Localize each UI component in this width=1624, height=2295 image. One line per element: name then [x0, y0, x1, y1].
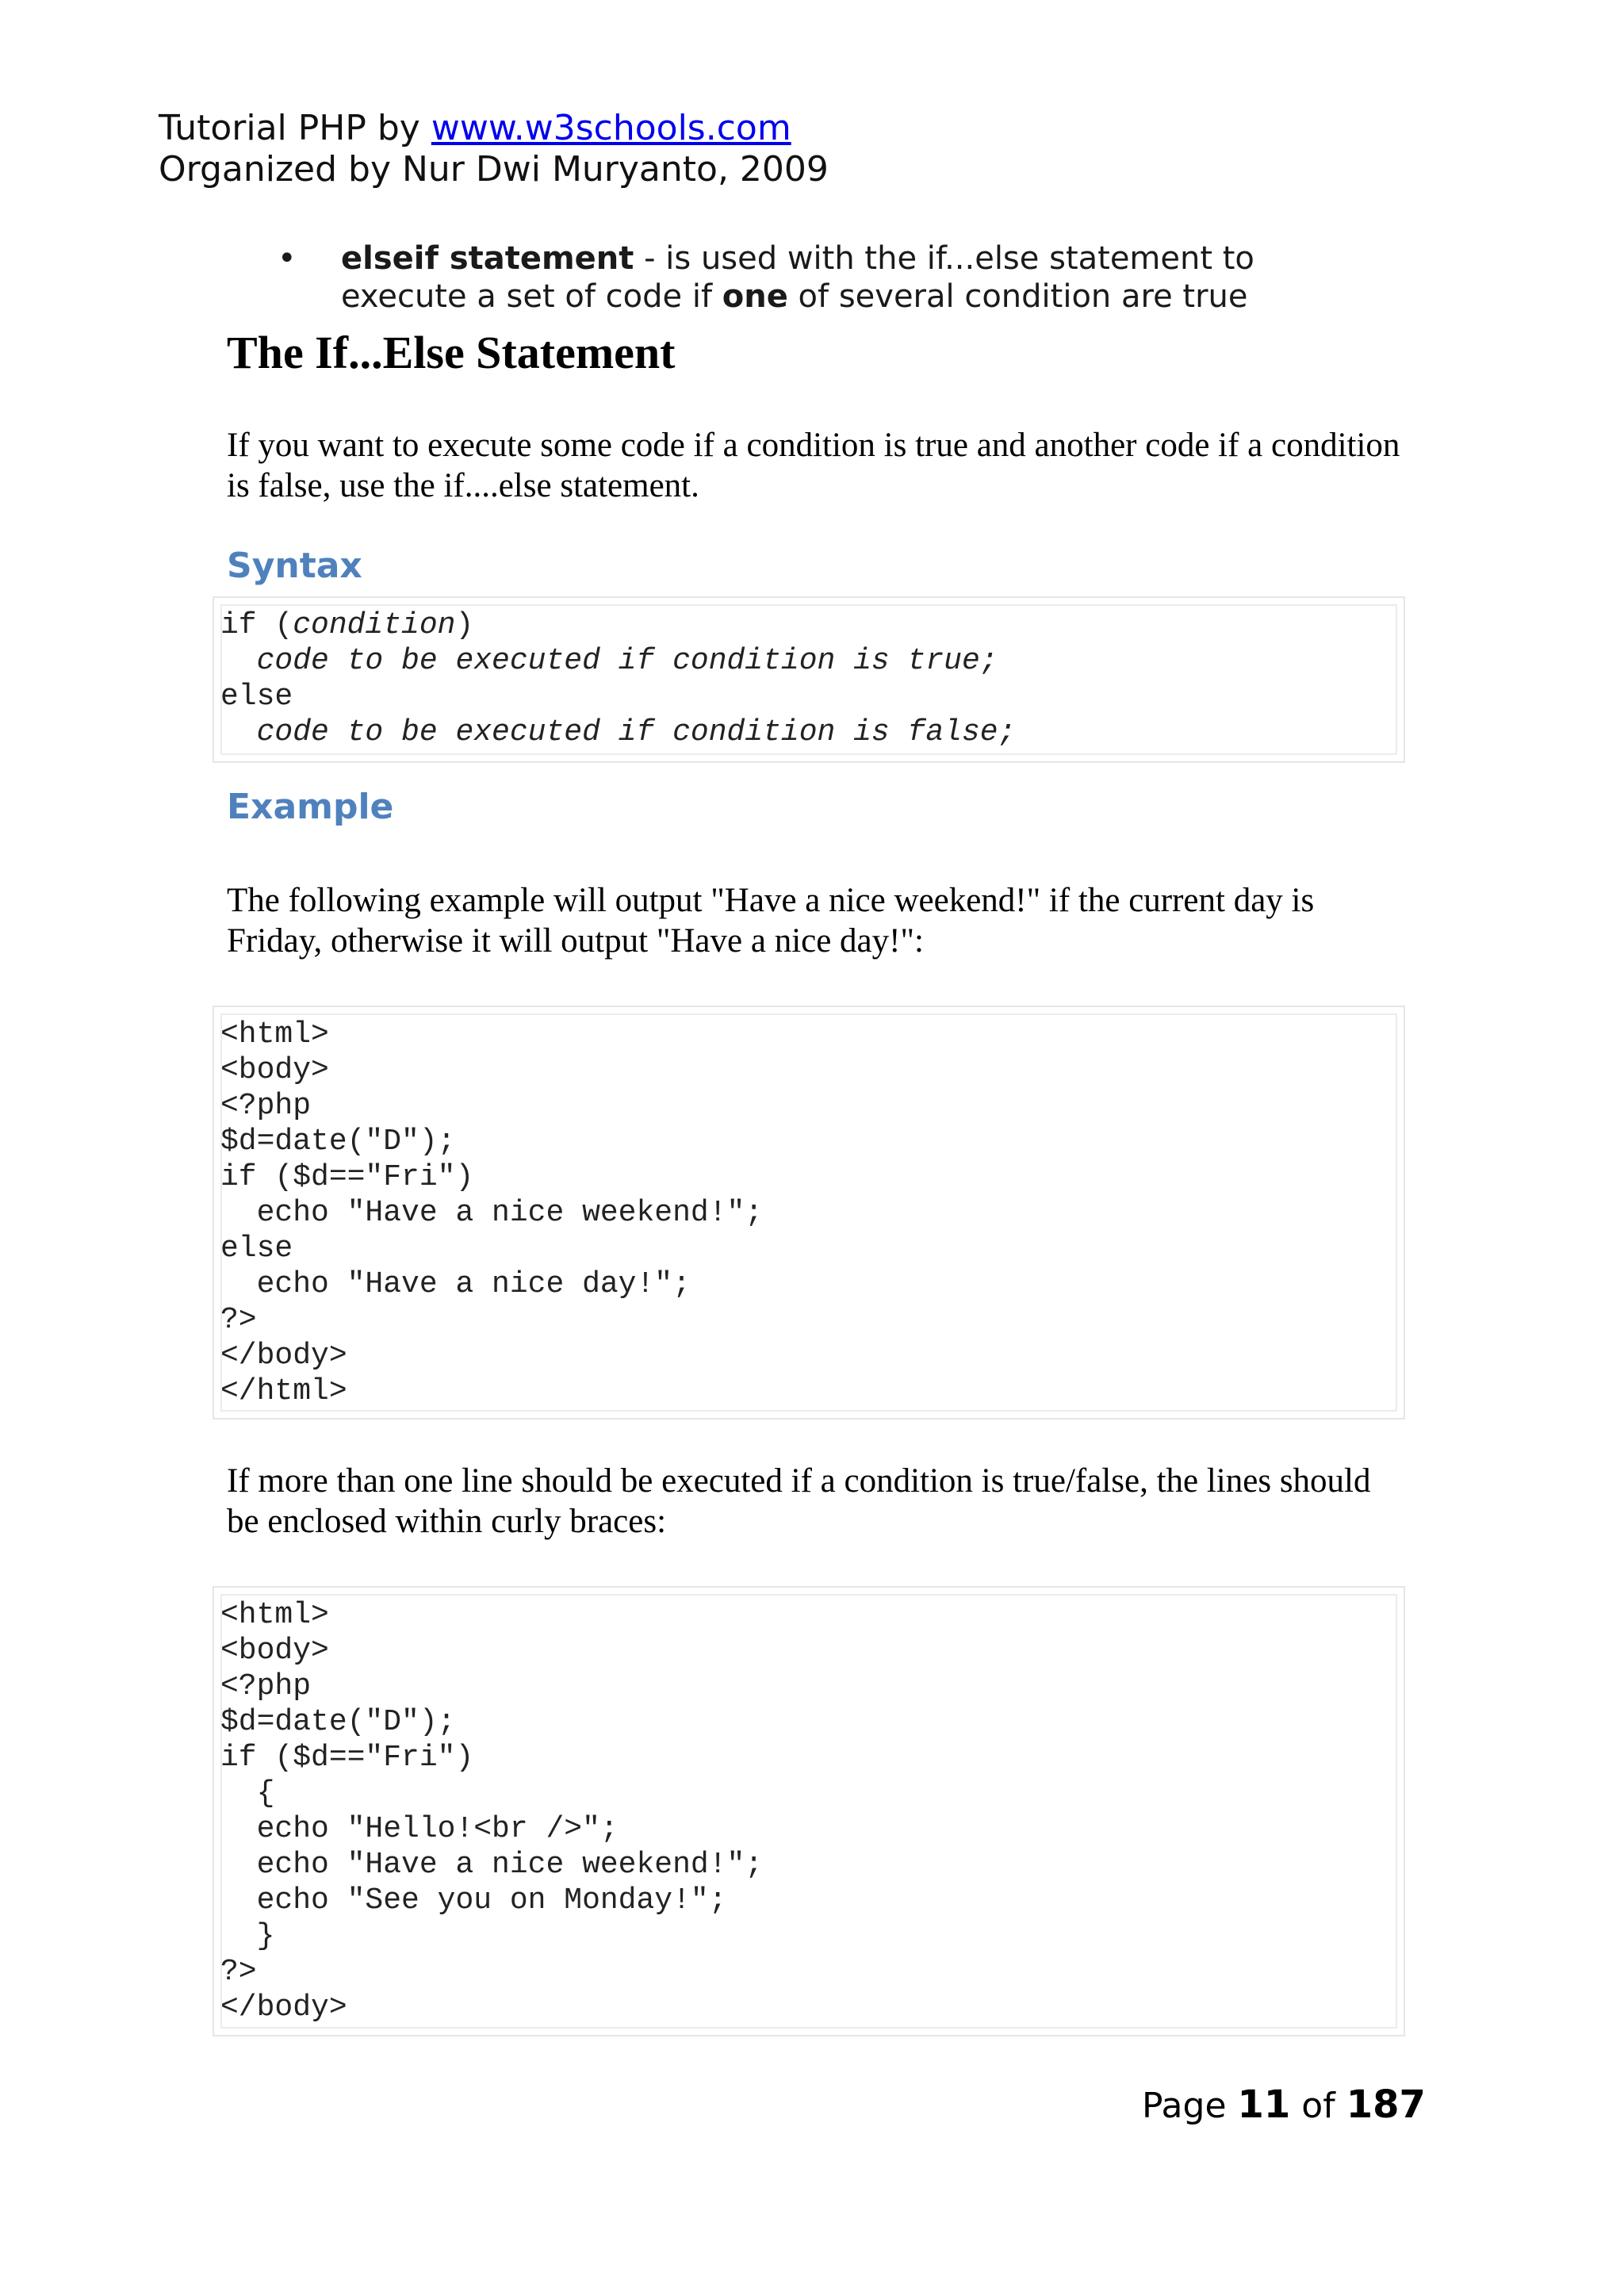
syntax-line	[220, 644, 998, 678]
header-line-2: Organized by Nur Dwi Muryanto, 2009	[159, 149, 829, 190]
example-code-box-2	[213, 1586, 1405, 2036]
current-page: 11	[1237, 2082, 1291, 2127]
bullet-term: elseif statement	[341, 240, 634, 277]
bullet-text	[341, 239, 1388, 316]
bullet-bold-word: one	[722, 278, 788, 315]
example-code-1: <html> <body> <?php $d=date("D"); if ($d=="Fri") echo "Have a nice weekend!"; else echo "Have a nice day!"; ?> </body> </html>	[220, 1017, 764, 1408]
syntax-placeholder: code to be executed if condition is false;	[256, 715, 1017, 749]
bullet-text-b: of several condition are true	[787, 278, 1248, 315]
document-header	[159, 108, 829, 190]
syntax-placeholder: condition	[293, 608, 456, 642]
syntax-code-box	[213, 596, 1405, 763]
bullet-text-a: - is used with the if...else statement to execute a set of code if	[341, 240, 1254, 315]
bullet-dot-icon: •	[278, 240, 297, 277]
syntax-placeholder: code to be executed if condition is true;	[256, 644, 998, 678]
section-title: The If...Else Statement	[227, 327, 676, 378]
syntax-line	[220, 715, 1016, 749]
syntax-code	[220, 607, 1016, 750]
curly-braces-paragraph: If more than one line should be executed if a condition is true/false, the lines should be enclosed within curly braces:	[227, 1462, 1371, 1540]
syntax-line: if (condition)	[220, 608, 474, 642]
header-line-1	[159, 108, 829, 149]
example-heading: Example	[227, 787, 394, 827]
w3schools-link[interactable]: www.w3schools.com	[431, 108, 791, 148]
syntax-heading: Syntax	[227, 546, 362, 586]
page-number: Page 11 of 187	[1142, 2082, 1426, 2127]
example-code-2: <html> <body> <?php $d=date("D"); if ($d=="Fri") { echo "Hello!<br />"; echo "Have a nice weekend!"; echo "See you on Monday!"; } ?> </body>	[220, 1598, 764, 2025]
header-prefix: Tutorial PHP by	[159, 108, 431, 148]
example-code-box-1	[213, 1006, 1405, 1420]
syntax-line: else	[220, 680, 293, 714]
total-pages: 187	[1346, 2082, 1426, 2127]
intro-paragraph: If you want to execute some code if a condition is true and another code if a condition is false, use the if....else statement.	[227, 427, 1400, 504]
example-description: The following example will output "Have a nice weekend!" if the current day is Friday, otherwise it will output "Have a nice day!":	[227, 882, 1315, 960]
